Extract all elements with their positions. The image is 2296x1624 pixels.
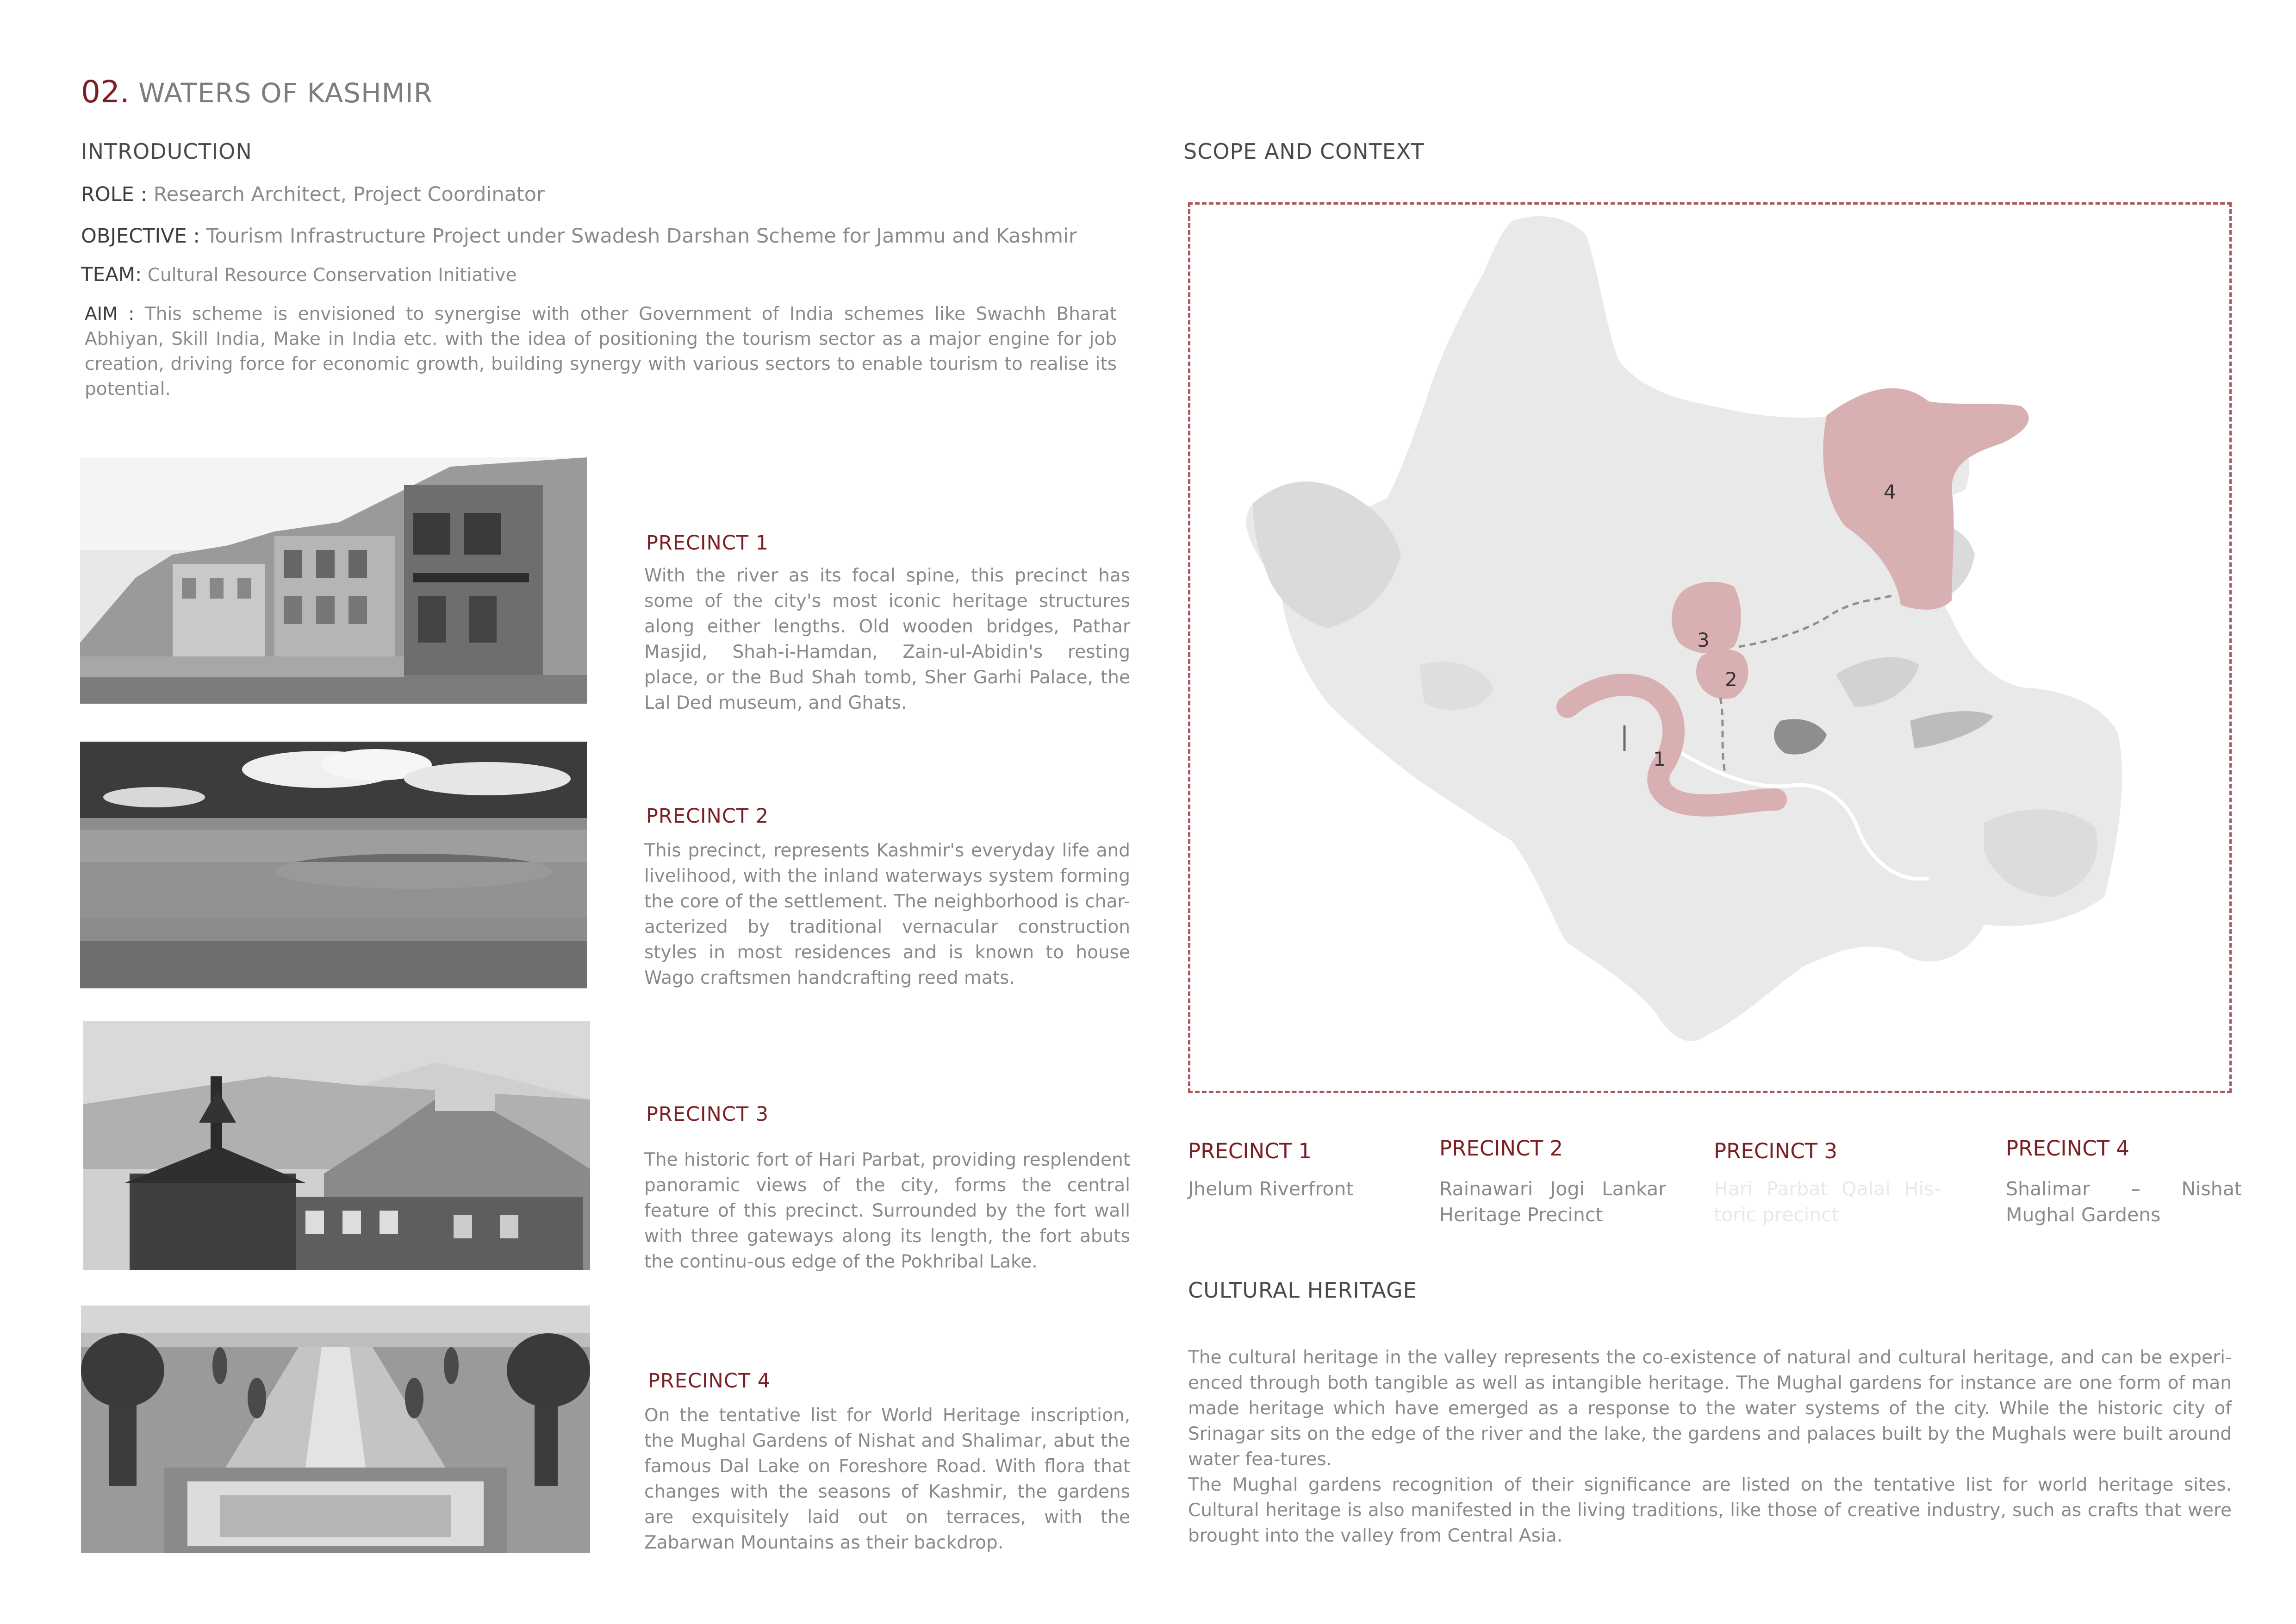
legend-3-title: PRECINCT 3: [1714, 1139, 1838, 1163]
cultural-heritage-heading: CULTURAL HERITAGE: [1188, 1278, 1417, 1303]
page-header: [81, 74, 433, 110]
team-line: [81, 263, 516, 286]
precinct-3-photo: [83, 1021, 590, 1270]
map-label-4: 4: [1884, 481, 1896, 503]
precinct-2-photo: [80, 742, 587, 988]
legend-1-text: Jhelum Riverfront: [1188, 1178, 1354, 1200]
objective-value: Tourism Infrastructure Project under Swadesh Darshan Scheme for Jammu and Kashmir: [206, 225, 1077, 248]
precinct-3-title: PRECINCT 3: [646, 1103, 769, 1126]
page-title: WATERS OF KASHMIR: [138, 77, 433, 109]
precinct-1-title: PRECINCT 1: [646, 531, 769, 555]
role-value: Research Architect, Project Coordinator: [153, 183, 545, 206]
legend-4-text: Shalimar – Nishat Mughal Gardens: [2006, 1178, 2242, 1226]
team-value: Cultural Resource Conservation Initiative: [147, 265, 517, 286]
precinct-1-photo: [80, 457, 587, 704]
role-line: [81, 183, 545, 206]
precinct-4-text: On the tentative list for World Heritage inscription, the Mughal Gardens of Nishat and Shalimar, abut the famous Dal Lake on Foreshore Road. With flora that changes with the seasons of Kashmir, the gardens are exquisitely laid out on terraces, with the Zabarwan Mountains as their backdrop.: [644, 1405, 1130, 1553]
precinct-2-text: This precinct, represents Kashmir's everyday life and livelihood, with the inland waterways system forming the core of the settlement. The neighborhood is char-acterized by traditional vernacular construction styles in most residences and is known to house Wago craftsmen handcrafting reed mats.: [644, 840, 1130, 988]
precinct-3-text: The historic fort of Hari Parbat, providing resplendent panoramic views of the city, forms the central feature of this precinct. Surrounded by the fort wall with three gateways along its length, the fort abuts the continu-ous edge of the Pokhribal Lake.: [644, 1149, 1130, 1272]
introduction-heading: INTRODUCTION: [81, 139, 252, 164]
aim-label: AIM :: [85, 304, 135, 325]
objective-line: [81, 225, 1077, 248]
legend-2-title: PRECINCT 2: [1439, 1136, 1563, 1161]
map-label-3: 3: [1697, 629, 1710, 651]
role-label: ROLE :: [81, 183, 148, 206]
aim-paragraph: [85, 302, 1117, 402]
legend-2-text: Rainawari Jogi Lankar Heritage Precinct: [1439, 1178, 1666, 1226]
precinct-4-title: PRECINCT 4: [648, 1369, 771, 1393]
legend-4-title: PRECINCT 4: [2006, 1136, 2130, 1161]
precinct-4-photo: [81, 1305, 590, 1553]
legend-1-title: PRECINCT 1: [1188, 1139, 1312, 1163]
team-label: TEAM:: [81, 263, 142, 286]
aim-text: This scheme is envisioned to synergise with other Government of India schemes like Swachh Bharat Abhiyan, Skill India, Make in India etc. with the idea of positioning the tourism sector as a major engine for job creation, driving force for economic growth, building synergy with various sectors to enable tourism to realise its potential.: [85, 304, 1117, 400]
precinct-1-text: With the river as its focal spine, this precinct has some of the city's most iconic heritage structures along either lengths. Old wooden bridges, Pathar Masjid, Shah-i-Hamdan, Zain-ul-Abidin's resting place, or the Bud Shah tomb, Sher Garhi Palace, the Lal Ded museum, and Ghats.: [644, 565, 1130, 713]
legend-3-text: Hari Parbat Qalai His-toric precinct: [1714, 1178, 1941, 1226]
srinagar-precinct-map: [1188, 202, 2232, 1093]
scope-heading: SCOPE AND CONTEXT: [1183, 139, 1425, 164]
map-label-2: 2: [1725, 668, 1737, 691]
section-number: 02.: [81, 74, 130, 110]
cultural-heritage-body: [1188, 1345, 2232, 1549]
cultural-para-1: The cultural heritage in the valley represents the co-existence of natural and cultural heritage, and can be experi-enced through both tangible as well as intangible heritage. The Mughal gardens for instance are one form of man made heritage which have emerged as a response to the water systems of the city. While the historic city of Srinagar sits on the edge of the river and the lake, the gardens and palaces built by the Mughals were built around water fea-tures.: [1188, 1347, 2232, 1470]
precinct-2-title: PRECINCT 2: [646, 805, 769, 828]
cultural-para-2: The Mughal gardens recognition of their significance are listed on the tentative list for world heritage sites. Cultural heritage is also manifested in the living traditions, like those of creative industry, such as crafts that were brought into the valley from Central Asia.: [1188, 1474, 2232, 1546]
map-label-1: 1: [1653, 748, 1666, 770]
objective-label: OBJECTIVE :: [81, 225, 200, 248]
